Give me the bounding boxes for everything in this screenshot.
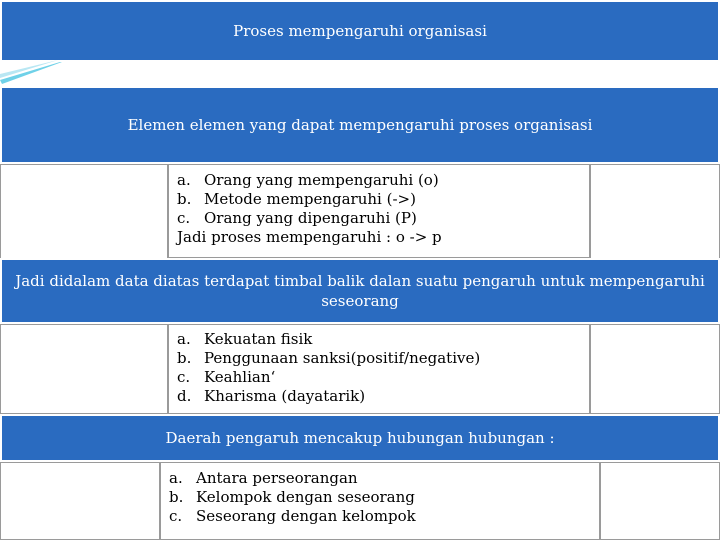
page-title: Proses mempengaruhi organisasi <box>233 22 487 40</box>
section3-title: Daerah pengaruh mencakup hubungan hubungan : <box>165 429 555 447</box>
section2-panel <box>168 324 590 414</box>
section2-title: Jadi didalam data diatas terdapat timbal balik dalan suatu pengaruh untuk mempengaruhi seseorang <box>15 272 705 310</box>
section1-title: Elemen elemen yang dapat mempengaruhi proses organisasi <box>127 116 593 134</box>
section3-list <box>169 469 599 526</box>
section2-list <box>177 330 589 406</box>
list-item: d. Kharisma (dayatarik) <box>177 387 366 405</box>
section3-panel <box>160 462 600 540</box>
right-side-box <box>590 164 720 260</box>
list-item: c. Seseorang dengan kelompok <box>169 507 416 525</box>
section1-panel <box>168 164 590 258</box>
section1-conclusion: Jadi proses mempengaruhi : o -> p <box>177 228 442 246</box>
section1-title-band <box>0 86 720 164</box>
list-item: c. Orang yang dipengaruhi (P) <box>177 209 417 227</box>
list-item: b. Penggunaan sanksi(positif/negative) <box>177 349 481 367</box>
list-item: a. Orang yang mempengaruhi (o) <box>177 171 439 189</box>
decorative-swoosh-icon <box>0 58 62 86</box>
left-side-box <box>0 164 168 260</box>
list-item: a. Kekuatan fisik <box>177 330 313 348</box>
left-side-box <box>0 324 168 414</box>
list-item: a. Antara perseorangan <box>169 469 358 487</box>
right-side-box <box>590 324 720 414</box>
right-side-box <box>600 462 720 540</box>
header-band <box>0 0 720 62</box>
list-item: b. Metode mempengaruhi (->) <box>177 190 416 208</box>
list-item: b. Kelompok dengan seseorang <box>169 488 415 506</box>
section2-title-band <box>0 258 720 324</box>
left-side-box <box>0 462 160 540</box>
section1-list <box>177 171 589 228</box>
list-item: c. Keahlian‘ <box>177 368 276 386</box>
section3-title-band <box>0 414 720 462</box>
